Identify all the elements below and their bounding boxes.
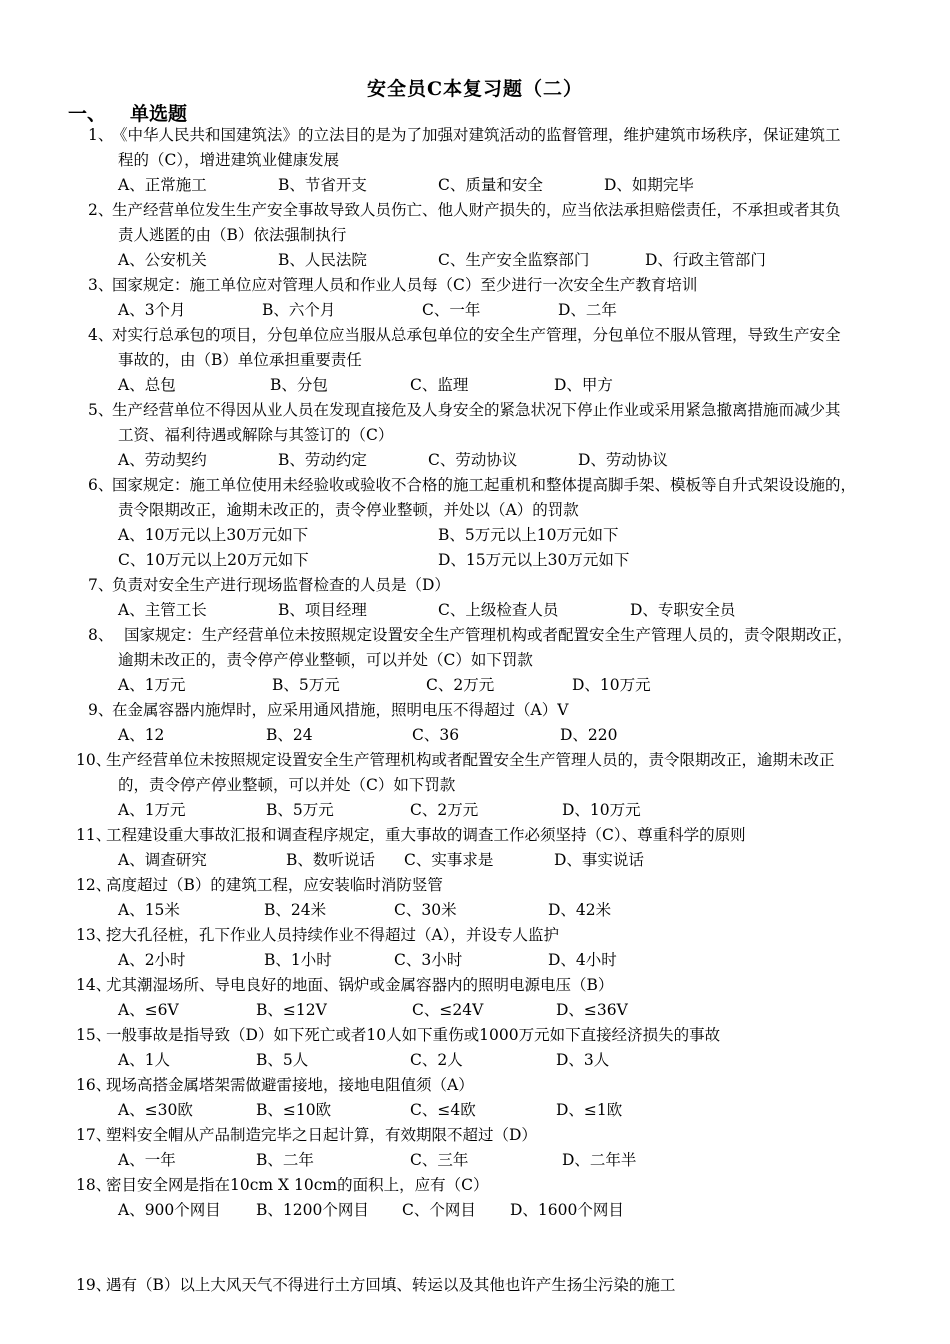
question-item (0, 1173, 950, 1223)
answer-option: B、劳动约定 (278, 451, 367, 469)
question-text: 高度超过（B）的建筑工程，应安装临时消防竖管 (106, 876, 443, 894)
question-item (0, 198, 950, 273)
answer-option: C、生产安全监察部门 (438, 251, 590, 269)
answer-option: D、专职安全员 (630, 601, 736, 619)
answer-option: B、24 (266, 726, 313, 744)
question-text: 负责对安全生产进行现场监督检查的人员是（D） (112, 576, 450, 594)
answer-option: D、10万元 (562, 801, 641, 819)
answer-option: A、1人 (118, 1051, 171, 1069)
question-item (0, 323, 950, 398)
question-text: 国家规定：施工单位使用未经验收或验收不合格的施工起重机和整体提高脚手架、模板等自升式架设设施的， (112, 476, 857, 494)
answer-option: C、劳动协议 (428, 451, 518, 469)
question-item (0, 1123, 950, 1173)
answer-option: B、二年 (256, 1151, 314, 1169)
question-text-continued: 责人逃匿的由（B）依法强制执行 (118, 226, 347, 244)
answer-option: C、≤24V (412, 1001, 484, 1019)
question-number: 14、 (76, 976, 112, 994)
answer-option: D、事实说话 (554, 851, 644, 869)
question-number: 6、 (88, 476, 114, 494)
answer-option: D、如期完毕 (604, 176, 694, 194)
question-text: 挖大孔径桩，孔下作业人员持续作业不得超过（A），并设专人监护 (106, 926, 559, 944)
option-row (0, 248, 950, 273)
answer-option: D、≤36V (556, 1001, 628, 1019)
answer-option: B、项目经理 (278, 601, 367, 619)
section-heading (68, 99, 187, 126)
question-number: 18、 (76, 1176, 112, 1194)
question-text: 一般事故是指导致（D）如下死亡或者10人如下重伤或1000万元如下直接经济损失的事故 (106, 1026, 721, 1044)
section-label: 单选题 (130, 103, 188, 125)
answer-option: B、5万元 (272, 676, 340, 694)
option-row (0, 798, 950, 823)
answer-option: A、≤6V (118, 1001, 179, 1019)
option-row (0, 298, 950, 323)
option-row (0, 848, 950, 873)
question-text: 对实行总承包的项目，分包单位应当服从总承包单位的安全生产管理，分包单位不服从管理，导致生产安全 (112, 326, 841, 344)
page-title: 安全员C本复习题（二） (366, 78, 584, 100)
answer-option: A、公安机关 (118, 251, 207, 269)
question-text: 塑料安全帽从产品制造完毕之日起计算，有效期限不超过（D） (106, 1126, 537, 1144)
question-number: 7、 (88, 576, 114, 594)
answer-option: A、15米 (118, 901, 180, 919)
question-text: 遇有（B）以上大风天气不得进行土方回填、转运以及其他也许产生扬尘污染的施工 (106, 1276, 676, 1294)
answer-option: A、12 (118, 726, 165, 744)
answer-option: A、≤30欧 (118, 1101, 193, 1119)
question-text: 国家规定：生产经营单位未按照规定设置安全生产管理机构或者配置安全生产管理人员的，责令限期改正， (124, 626, 853, 644)
answer-option: D、≤1欧 (556, 1101, 623, 1119)
answer-option: D、42米 (548, 901, 612, 919)
answer-option: B、≤10欧 (256, 1101, 332, 1119)
answer-option: D、甲方 (554, 376, 613, 394)
section-number: 一、 (68, 103, 107, 125)
option-row (0, 548, 950, 573)
answer-option: D、10万元 (572, 676, 651, 694)
question-text: 生产经营单位未按照规定设置安全生产管理机构或者配置安全生产管理人员的，责令限期改正，逾期未改正 (106, 751, 835, 769)
answer-option: B、六个月 (262, 301, 336, 319)
question-item (0, 698, 950, 748)
answer-option: A、正常施工 (118, 176, 207, 194)
question-item (0, 398, 950, 473)
question-number: 17、 (76, 1126, 112, 1144)
question-item (0, 1073, 950, 1123)
question-text: 工程建设重大事故汇报和调查程序规定，重大事故的调查工作必须坚持（C）、尊重科学的原则 (106, 826, 746, 844)
answer-option: C、36 (412, 726, 460, 744)
question-number: 2、 (88, 201, 114, 219)
question-text-continued: 逾期未改正的，责令停产停业整顿，可以并处（C）如下罚款 (118, 651, 533, 669)
answer-option: A、3个月 (118, 301, 186, 319)
question-text-continued: 程的（C），增进建筑业健康发展 (118, 151, 340, 169)
question-item (0, 873, 950, 923)
question-text: 尤其潮湿场所、导电良好的地面、锅炉或金属容器内的照明电源电压（B） (106, 976, 614, 994)
answer-option: B、5万元 (266, 801, 334, 819)
option-row (0, 948, 950, 973)
question-text: 生产经营单位发生生产安全事故导致人员伤亡、他人财产损失的，应当依法承担赔偿责任，不承担或者其负 (112, 201, 841, 219)
question-item (0, 573, 950, 623)
question-number: 11、 (76, 826, 112, 844)
answer-option: D、15万元以上30万元如下 (438, 551, 630, 569)
option-row (0, 998, 950, 1023)
answer-option: A、主管工长 (118, 601, 207, 619)
question-text: 国家规定：施工单位应对管理人员和作业人员每（C）至少进行一次安全生产教育培训 (112, 276, 698, 294)
question-number: 12、 (76, 876, 112, 894)
answer-option: C、实事求是 (404, 851, 494, 869)
option-row (0, 173, 950, 198)
question-number: 15、 (76, 1026, 112, 1044)
option-row (0, 898, 950, 923)
answer-option: D、行政主管部门 (645, 251, 766, 269)
question-number: 8、 (88, 626, 114, 644)
question-text: 生产经营单位不得因从业人员在发现直接危及人身安全的紧急状况下停止作业或采用紧急撤离措施而减少其 (112, 401, 841, 419)
answer-option: A、900个网目 (118, 1201, 221, 1219)
answer-option: C、30米 (394, 901, 457, 919)
option-row (0, 1098, 950, 1123)
answer-option: C、2万元 (426, 676, 495, 694)
answer-option: B、人民法院 (278, 251, 367, 269)
question-text: 现场高搭金属塔架需做避雷接地，接地电阻值须（A） (106, 1076, 474, 1094)
question-item (0, 748, 950, 823)
question-number: 9、 (88, 701, 114, 719)
question-item (0, 623, 950, 698)
question-number: 19、 (76, 1276, 112, 1294)
answer-option: C、上级检查人员 (438, 601, 559, 619)
question-text: 密目安全网是指在10cm X 10cm的面积上，应有（C） (106, 1176, 489, 1194)
answer-option: C、≤4欧 (410, 1101, 476, 1119)
answer-option: D、3人 (556, 1051, 610, 1069)
answer-option: B、24米 (264, 901, 327, 919)
option-row (0, 1198, 950, 1223)
option-row (0, 673, 950, 698)
option-row (0, 373, 950, 398)
question-number: 1、 (88, 126, 114, 144)
answer-option: A、一年 (118, 1151, 176, 1169)
answer-option: B、节省开支 (278, 176, 367, 194)
answer-option: C、3小时 (394, 951, 463, 969)
answer-option: A、1万元 (118, 676, 186, 694)
question-item (0, 273, 950, 323)
answer-option: B、分包 (270, 376, 328, 394)
answer-option: B、5万元以上10万元如下 (438, 526, 619, 544)
question-item (0, 473, 950, 573)
question-item (0, 973, 950, 1023)
question-number: 5、 (88, 401, 114, 419)
question-text-continued: 的，责令停产停业整顿，可以并处（C）如下罚款 (118, 776, 456, 794)
answer-option: C、2人 (410, 1051, 463, 1069)
answer-option: D、4小时 (548, 951, 617, 969)
answer-option: D、220 (560, 726, 618, 744)
answer-option: B、数听说话 (286, 851, 375, 869)
question-text: 在金属容器内施焊时，应采用通风措施，照明电压不得超过（A）V (112, 701, 569, 719)
answer-option: C、一年 (422, 301, 481, 319)
answer-option: A、2小时 (118, 951, 186, 969)
question-text-continued: 责令限期改正，逾期未改正的，责令停业整顿，并处以（A）的罚款 (118, 501, 579, 519)
question-text-continued: 事故的，由（B）单位承担重要责任 (118, 351, 362, 369)
question-number: 13、 (76, 926, 112, 944)
answer-option: A、劳动契约 (118, 451, 207, 469)
option-row (0, 523, 950, 548)
answer-option: B、≤12V (256, 1001, 327, 1019)
question-text-continued: 工资、福利待遇或解除与其签订的（C） (118, 426, 394, 444)
answer-option: C、监理 (410, 376, 469, 394)
question-item (0, 923, 950, 973)
answer-option: A、10万元以上30万元如下 (118, 526, 309, 544)
question-item (0, 123, 950, 198)
question-number: 10、 (76, 751, 112, 769)
question-item (0, 1273, 950, 1298)
answer-option: C、2万元 (410, 801, 479, 819)
option-row (0, 1148, 950, 1173)
question-number: 16、 (76, 1076, 112, 1094)
option-row (0, 448, 950, 473)
answer-option: B、5人 (256, 1051, 309, 1069)
answer-option: A、1万元 (118, 801, 186, 819)
answer-option: C、三年 (410, 1151, 469, 1169)
answer-option: D、劳动协议 (578, 451, 668, 469)
answer-option: C、10万元以上20万元如下 (118, 551, 309, 569)
question-text: 《中华人民共和国建筑法》的立法目的是为了加强对建筑活动的监督管理，维护建筑市场秩序，保证建筑工 (112, 126, 841, 144)
answer-option: D、二年 (558, 301, 617, 319)
question-item (0, 1023, 950, 1073)
answer-option: A、调查研究 (118, 851, 207, 869)
answer-option: C、个网目 (402, 1201, 476, 1219)
question-item (0, 823, 950, 873)
option-row (0, 598, 950, 623)
answer-option: D、二年半 (562, 1151, 637, 1169)
question-number: 4、 (88, 326, 114, 344)
answer-option: A、总包 (118, 376, 176, 394)
answer-option: D、1600个网目 (510, 1201, 624, 1219)
answer-option: B、1小时 (264, 951, 332, 969)
answer-option: B、1200个网目 (256, 1201, 369, 1219)
answer-option: C、质量和安全 (438, 176, 543, 194)
question-list (0, 123, 950, 1298)
question-number: 3、 (88, 276, 114, 294)
option-row (0, 723, 950, 748)
option-row (0, 1048, 950, 1073)
